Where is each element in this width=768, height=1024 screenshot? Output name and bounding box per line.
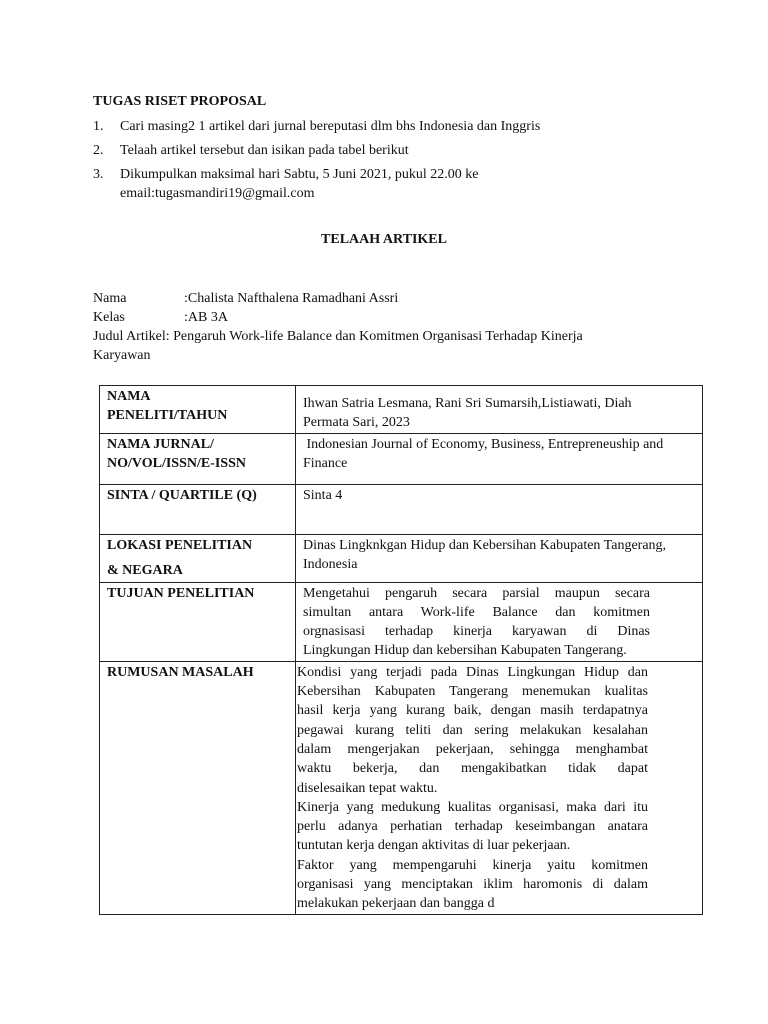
- assignment-title: TUGAS RISET PROPOSAL: [93, 94, 267, 109]
- tujuan-label: TUJUAN PENELITIAN: [100, 582, 296, 661]
- nama-label: Nama: [93, 291, 127, 306]
- peneliti-value-line: Ihwan Satria Lesmana, Rani Sri Sumarsih,Listiawati, Diah: [303, 396, 632, 411]
- table-row: [100, 386, 703, 434]
- lokasi-value-line: Indonesia: [303, 556, 358, 572]
- rumusan-line: pegawai kurang teliti dan sering melakukan kesalahan: [297, 722, 648, 738]
- task-number: 2.: [93, 143, 104, 158]
- rumusan-line: waktu bekerja, dan mengakibatkan tidak dapat: [297, 761, 648, 777]
- nama-value: :Chalista Nafthalena Ramadhani Assri: [184, 291, 399, 306]
- table-row: [100, 661, 703, 914]
- rumusan-line: organisasi yang menciptakan iklim haromonis di dalam: [297, 877, 648, 893]
- rumusan-label: RUMUSAN MASALAH: [100, 661, 296, 914]
- rumusan-line: tuntutan kerja dengan aktivitas di luar pekerjaan.: [297, 838, 571, 854]
- judul-label: Judul Artikel:: [93, 329, 170, 344]
- rumusan-value: [296, 661, 703, 914]
- task-item: [93, 117, 653, 136]
- judul-artikel: [93, 327, 663, 365]
- rumusan-line: melakukan pekerjaan dan bangga d: [297, 896, 495, 912]
- task-text: Telaah artikel tersebut dan isikan pada tabel berikut: [120, 143, 409, 158]
- section-title: TELAAH ARTIKEL: [321, 232, 447, 247]
- rumusan-line: Faktor yang mempengaruhi kinerja yaitu komitmen: [297, 857, 648, 873]
- sinta-value: Sinta 4: [296, 484, 703, 534]
- rumusan-line: perlu adanya perhatian terhadap keseimbangan anatara: [297, 819, 648, 835]
- task-text: Cari masing2 1 artikel dari jurnal bereputasi dlm bhs Indonesia dan Inggris: [120, 119, 541, 134]
- tujuan-line: Mengetahui pengaruh secara parsial maupun secara: [303, 585, 650, 601]
- jurnal-value: [296, 433, 703, 484]
- kelas-label: Kelas: [93, 310, 125, 325]
- rumusan-line: Kinerja yang medukung kualitas organisasi, maka dari itu: [297, 799, 648, 815]
- table-row: [100, 433, 703, 484]
- peneliti-label: [100, 386, 296, 434]
- tujuan-line: Lingkungan Hidup dan kebersihan Kabupaten Tangerang.: [303, 643, 627, 659]
- task-item: [93, 141, 653, 160]
- task-number: 3.: [93, 167, 104, 182]
- task-item: [93, 165, 653, 203]
- rumusan-line: diselesaikan tepat waktu.: [297, 780, 438, 796]
- rumusan-line: Kondisi yang terjadi pada Dinas Lingkungan Hidup dan: [297, 664, 648, 680]
- judul-value-cont: Karyawan: [93, 348, 151, 363]
- task-list: [93, 117, 653, 208]
- lokasi-value-line: Dinas Lingknkgan Hidup dan Kebersihan Kabupaten Tangerang,: [303, 537, 667, 553]
- rumusan-line: Kebersihan Kabupaten Tangerang menemukan kualitas: [297, 684, 648, 700]
- task-number: 1.: [93, 119, 104, 134]
- table-row: [100, 582, 703, 661]
- kelas-value: :AB 3A: [184, 310, 228, 325]
- rumusan-line: hasil kerja yang kurang baik, dengan masih terdapatnya: [297, 703, 648, 719]
- lokasi-label-line: & NEGARA: [107, 562, 183, 578]
- judul-value: Pengaruh Work-life Balance dan Komitmen Organisasi Terhadap Kinerja: [173, 329, 583, 344]
- tujuan-value: [296, 582, 703, 661]
- table-row: [100, 534, 703, 582]
- lokasi-value: [296, 534, 703, 582]
- task-email: email:tugasmandiri19@gmail.com: [120, 186, 315, 201]
- peneliti-label-line: PENELITI/TAHUN: [107, 408, 228, 424]
- peneliti-value: [296, 386, 703, 434]
- lokasi-label-line: LOKASI PENELITIAN: [107, 537, 253, 553]
- tujuan-line: orgnasisasi terhadap kinerja karyawan di Dinas: [303, 624, 650, 640]
- jurnal-label: [100, 433, 296, 484]
- task-text: Dikumpulkan maksimal hari Sabtu, 5 Juni 2021, pukul 22.00 ke: [120, 167, 479, 182]
- peneliti-label-line: NAMA: [107, 389, 151, 404]
- rumusan-line: dalam mengerjakan pekerjaan, sehingga menghambat: [297, 741, 648, 757]
- peneliti-value-line: Permata Sari, 2023: [303, 415, 410, 431]
- jurnal-label-line: NO/VOL/ISSN/E-ISSN: [107, 455, 246, 471]
- jurnal-value-line: Finance: [303, 455, 348, 471]
- sinta-label: SINTA / QUARTILE (Q): [100, 484, 296, 534]
- lokasi-label: [100, 534, 296, 582]
- jurnal-value-line: Indonesian Journal of Economy, Business, Entrepreneuship and: [303, 436, 664, 452]
- jurnal-label-line: NAMA JURNAL/: [107, 436, 214, 452]
- review-table: [99, 385, 703, 915]
- table-row: [100, 484, 703, 534]
- tujuan-line: simultan antara Work-life Balance dan komitmen: [303, 604, 650, 620]
